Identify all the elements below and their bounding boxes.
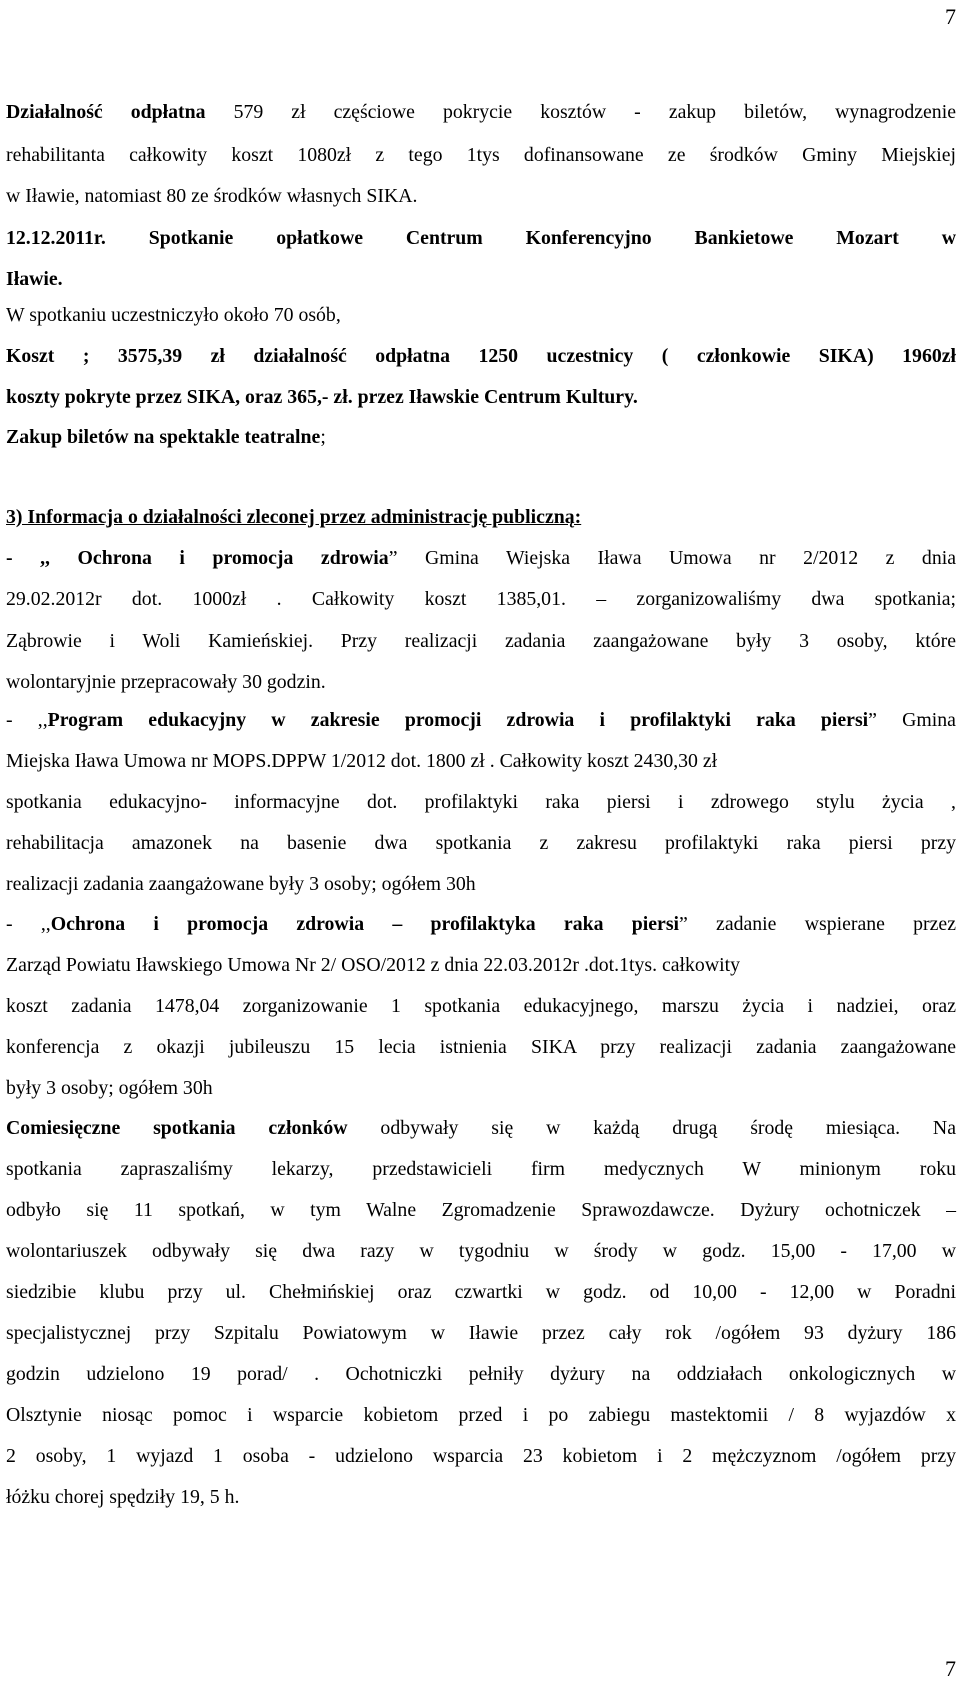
text-span: konferencja z okazji jubileuszu 15 lecia istnienia SIKA przy realizacji zadania zaangażowane (6, 1036, 956, 1058)
text-line (6, 789, 956, 815)
text-span: wolontariuszek odbywały się dwa razy w tygodniu w środy w godz. 15,00 - 17,00 w (6, 1240, 956, 1262)
text-span: koszt zadania 1478,04 zorganizowanie 1 spotkania edukacyjnego, marszu życia i nadziei, oraz (6, 995, 956, 1017)
text-span: Działalność odpłatna (6, 101, 206, 123)
text-line (6, 1075, 956, 1101)
text-line (6, 952, 956, 978)
text-line (6, 628, 956, 654)
text-line (6, 183, 956, 209)
text-span: ; (320, 426, 326, 448)
text-span: siedzibie klubu przy ul. Chełmińskiej oraz czwartki w godz. od 10,00 - 12,00 w Poradni (6, 1281, 956, 1303)
text-span: 12.12.2011r. Spotkanie opłatkowe Centrum Konferencyjno Bankietowe Mozart w (6, 227, 956, 249)
text-line (6, 1156, 956, 1182)
text-span: Comiesięczne spotkania członków (6, 1117, 348, 1139)
text-line (6, 871, 956, 897)
text-line (6, 748, 956, 774)
text-span: specjalistycznej przy Szpitalu Powiatowym w Iławie przez cały rok /ogółem 93 dyżury 186 (6, 1322, 956, 1344)
text-span: w Iławie, natomiast 80 ze środków własnych SIKA. (6, 185, 418, 207)
text-span: realizacji zadania zaangażowane były 3 osoby; ogółem 30h (6, 873, 476, 895)
text-span: były 3 osoby; ogółem 30h (6, 1077, 213, 1099)
text-span: spotkania zapraszaliśmy lekarzy, przedstawicieli firm medycznych W minionym roku (6, 1158, 956, 1180)
text-span: Iławie. (6, 268, 63, 290)
page-number-bottom: 7 (945, 1656, 956, 1681)
text-span: - ,, (6, 913, 51, 935)
text-span: godzin udzielono 19 porad/ . Ochotniczki pełniły dyżury na oddziałach onkologicznych w (6, 1363, 956, 1385)
text-span: odbywały się w każdą drugą środę miesiąca. Na (347, 1117, 956, 1139)
text-line (6, 1197, 956, 1223)
text-line (6, 1361, 956, 1387)
text-span: Zarząd Powiatu Iławskiego Umowa Nr 2/ OSO/2012 z dnia 22.03.2012r .dot.1tys. całkowity (6, 954, 740, 976)
text-span: Program edukacyjny w zakresie promocji zdrowia i profilaktyki raka piersi (47, 709, 869, 731)
text-span: 2 osoby, 1 wyjazd 1 osoba - udzielono wsparcia 23 kobietom i 2 mężczyznom /ogółem przy (6, 1445, 956, 1467)
text-span: - ,, Ochrona i promocja zdrowia (6, 547, 389, 569)
text-line (6, 302, 956, 328)
text-span: Olsztynie niosąc pomoc i wsparcie kobietom przed i po zabiegu mastektomii / 8 wyjazdów x (6, 1404, 956, 1426)
text-line (6, 1443, 956, 1469)
text-span: 3) Informacja o działalności zleconej przez administrację publiczną: (6, 506, 582, 528)
text-span: Ząbrowie i Woli Kamieńskiej. Przy realizacji zadania zaangażowane były 3 osoby, które (6, 630, 956, 652)
text-span: Zakup biletów na spektakle teatralne (6, 426, 321, 448)
text-span: Miejska Iława Umowa nr MOPS.DPPW 1/2012 dot. 1800 zł . Całkowity koszt 2430,30 zł (6, 750, 718, 772)
text-line (6, 504, 956, 530)
text-span: ” Gmina (868, 709, 956, 731)
text-span: rehabilitacja amazonek na basenie dwa spotkania z zakresu profilaktyki raka piersi przy (6, 832, 956, 854)
text-line (6, 911, 956, 937)
text-span: łóżku chorej spędziły 19, 5 h. (6, 1486, 240, 1508)
text-span: 29.02.2012r dot. 1000zł . Całkowity koszt 1385,01. – zorganizowaliśmy dwa spotkania; (6, 588, 956, 610)
text-line (6, 142, 956, 168)
text-span: koszty pokryte przez SIKA, oraz 365,- zł. przez Iławskie Centrum Kultury. (6, 386, 638, 408)
text-span: - ,, (6, 709, 48, 731)
page-number-top: 7 (945, 4, 956, 29)
text-span: odbyło się 11 spotkań, w tym Walne Zgromadzenie Sprawozdawcze. Dyżury ochotniczek – (6, 1199, 956, 1221)
text-line (6, 1034, 956, 1060)
text-span: ” Gmina Wiejska Iława Umowa nr 2/2012 z dnia (388, 547, 956, 569)
text-line (6, 225, 956, 251)
text-line (6, 1279, 956, 1305)
text-line (6, 1238, 956, 1264)
text-span: ” zadanie wspierane przez (679, 913, 956, 935)
text-line (6, 586, 956, 612)
text-line (6, 669, 956, 695)
text-span: Ochrona i promocja zdrowia – profilaktyka raka piersi (50, 913, 680, 935)
text-span: wolontaryjnie przepracowały 30 godzin. (6, 671, 326, 693)
text-line (6, 830, 956, 856)
text-span: rehabilitanta całkowity koszt 1080zł z tego 1tys dofinansowane ze środków Gminy Miejskiej (6, 144, 956, 166)
text-line (6, 343, 956, 369)
text-line (6, 1402, 956, 1428)
text-line (6, 424, 956, 450)
text-line (6, 545, 956, 571)
text-line (6, 1484, 956, 1510)
text-span: W spotkaniu uczestniczyło około 70 osób, (6, 304, 341, 326)
text-span: 579 zł częściowe pokrycie kosztów - zakup biletów, wynagrodzenie (205, 101, 956, 123)
text-line (6, 1320, 956, 1346)
text-span: Koszt ; 3575,39 zł działalność odpłatna 1250 uczestnicy ( członkowie SIKA) 1960zł (6, 345, 956, 367)
text-span: spotkania edukacyjno- informacyjne dot. profilaktyki raka piersi i zdrowego stylu życia , (6, 791, 956, 813)
text-line (6, 384, 956, 410)
text-line (6, 707, 956, 733)
text-line (6, 99, 956, 125)
text-line (6, 266, 956, 292)
text-line (6, 1115, 956, 1141)
text-line (6, 993, 956, 1019)
